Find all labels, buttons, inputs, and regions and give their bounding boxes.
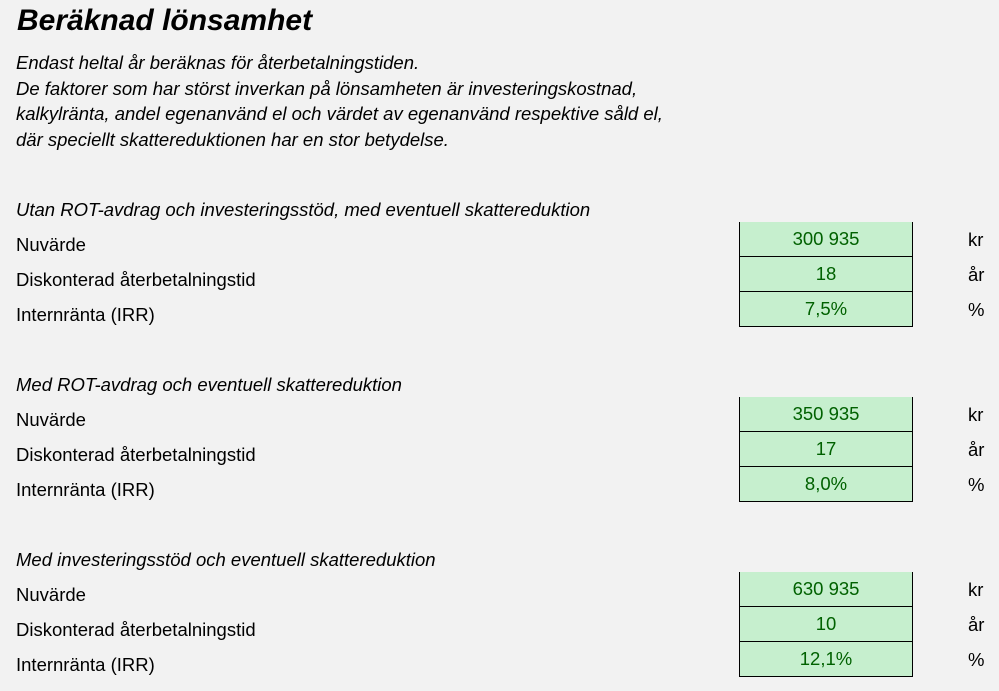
row-label: Internränta (IRR) bbox=[16, 479, 155, 500]
row-label: Diskonterad återbetalningstid bbox=[16, 444, 256, 465]
intro-text bbox=[16, 50, 663, 152]
row-label: Nuvärde bbox=[16, 409, 86, 430]
unit-label: år bbox=[968, 439, 985, 460]
row-label: Internränta (IRR) bbox=[16, 654, 155, 675]
value-cell-nuvarde[interactable]: 300 935 bbox=[739, 222, 913, 257]
unit-label: % bbox=[968, 649, 985, 670]
row-nuvarde bbox=[0, 572, 999, 607]
row-irr bbox=[0, 467, 999, 502]
row-label: Diskonterad återbetalningstid bbox=[16, 619, 256, 640]
row-irr bbox=[0, 292, 999, 327]
row-label: Nuvärde bbox=[16, 234, 86, 255]
unit-label: år bbox=[968, 264, 985, 285]
value-cell-nuvarde[interactable]: 350 935 bbox=[739, 397, 913, 432]
value-cell-irr[interactable]: 12,1% bbox=[739, 642, 913, 677]
unit-label: kr bbox=[968, 404, 984, 425]
row-nuvarde bbox=[0, 222, 999, 257]
value-cell-payback[interactable]: 17 bbox=[739, 432, 913, 467]
value-cell-payback[interactable]: 18 bbox=[739, 257, 913, 292]
row-irr bbox=[0, 642, 999, 677]
unit-label: % bbox=[968, 474, 985, 495]
row-label: Internränta (IRR) bbox=[16, 304, 155, 325]
section-with-rot bbox=[0, 373, 999, 513]
row-payback bbox=[0, 257, 999, 292]
unit-label: kr bbox=[968, 579, 984, 600]
row-label: Diskonterad återbetalningstid bbox=[16, 269, 256, 290]
intro-line: där speciellt skattereduktionen har en stor betydelse. bbox=[16, 128, 449, 150]
value-cell-irr[interactable]: 8,0% bbox=[739, 467, 913, 502]
section-heading: Med ROT-avdrag och eventuell skattereduktion bbox=[16, 374, 402, 395]
unit-label: % bbox=[968, 299, 985, 320]
unit-label: år bbox=[968, 614, 985, 635]
row-payback bbox=[0, 432, 999, 467]
row-nuvarde bbox=[0, 397, 999, 432]
section-with-investment-support bbox=[0, 548, 999, 688]
value-cell-nuvarde[interactable]: 630 935 bbox=[739, 572, 913, 607]
section-without-rot bbox=[0, 198, 999, 338]
section-heading: Utan ROT-avdrag och investeringsstöd, med eventuell skattereduktion bbox=[16, 199, 591, 220]
intro-line: De faktorer som har störst inverkan på lönsamheten är investeringskostnad, bbox=[16, 77, 638, 99]
row-label: Nuvärde bbox=[16, 584, 86, 605]
unit-label: kr bbox=[968, 229, 984, 250]
intro-line: kalkylränta, andel egenanvänd el och värdet av egenanvänd respektive såld el, bbox=[16, 103, 663, 124]
value-cell-irr[interactable]: 7,5% bbox=[739, 292, 913, 327]
section-heading: Med investeringsstöd och eventuell skattereduktion bbox=[16, 549, 436, 570]
value-cell-payback[interactable]: 10 bbox=[739, 607, 913, 642]
row-payback bbox=[0, 607, 999, 642]
page-title: Beräknad lönsamhet bbox=[17, 4, 313, 37]
intro-line: Endast heltal år beräknas för återbetalningstiden. bbox=[16, 52, 420, 73]
